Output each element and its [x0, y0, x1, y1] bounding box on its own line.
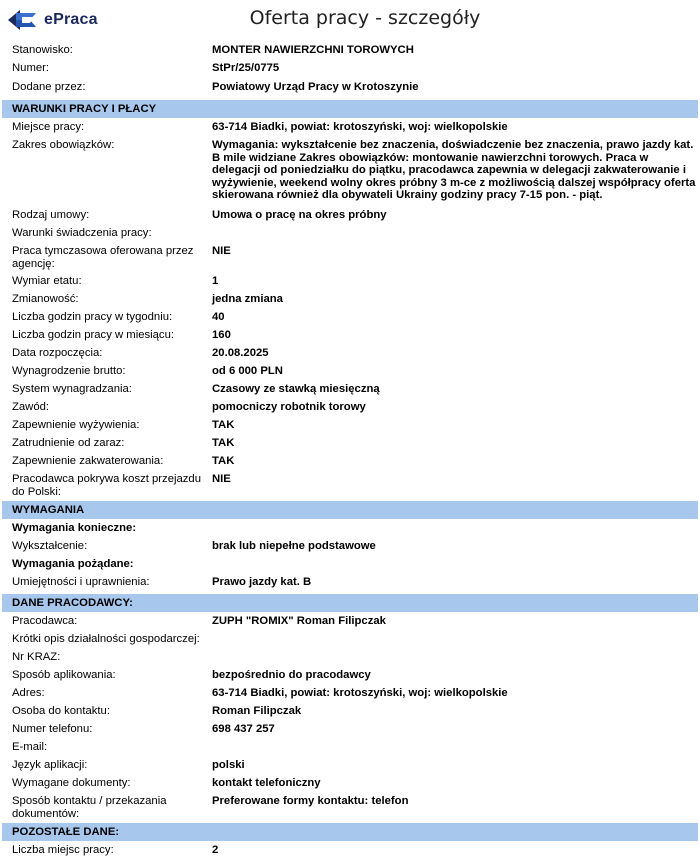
section-header-pracodawca: DANE PRACODAWCY:: [2, 594, 698, 612]
detail-row: [0, 558, 700, 576]
detail-value: Umowa o pracę na okres próbny: [212, 209, 387, 221]
detail-row: [0, 121, 700, 139]
detail-row: [0, 209, 700, 227]
detail-label: Rodzaj umowy:: [12, 209, 90, 221]
detail-row: [0, 473, 700, 501]
detail-label: Wymagane dokumenty:: [12, 777, 131, 789]
section-header-pozostale: POZOSTAŁE DANE:: [2, 823, 698, 841]
detail-label: Liczba godzin pracy w miesiącu:: [12, 329, 174, 341]
detail-row: [0, 777, 700, 795]
detail-value: NIE: [212, 245, 231, 257]
detail-label: Data rozpoczęcia:: [12, 347, 103, 359]
detail-value: kontakt telefoniczny: [212, 777, 321, 789]
detail-row: [0, 419, 700, 437]
detail-value: 63-714 Biadki, powiat: krotoszyński, woj: wielkopolskie: [212, 121, 508, 133]
detail-label: Warunki świadczenia pracy:: [12, 227, 152, 239]
detail-label: Numer:: [12, 62, 50, 74]
detail-value: pomocniczy robotnik torowy: [212, 401, 366, 413]
detail-value: 40: [212, 311, 225, 323]
detail-subheading: Wymagania pożądane:: [12, 558, 134, 570]
detail-row: [0, 293, 700, 311]
detail-row: [0, 329, 700, 347]
detail-label: Język aplikacji:: [12, 759, 88, 771]
detail-label: Zapewnienie zakwaterowania:: [12, 455, 164, 467]
detail-row: [0, 347, 700, 365]
detail-label: Osoba do kontaktu:: [12, 705, 110, 717]
detail-value: Roman Filipczak: [212, 705, 302, 717]
detail-row: [0, 522, 700, 540]
detail-value: ZUPH "ROMIX" Roman Filipczak: [212, 615, 386, 627]
detail-value: MONTER NAWIERZCHNI TOROWYCH: [212, 44, 414, 56]
detail-row-dodane-przez: [0, 81, 700, 99]
detail-row: [0, 844, 700, 862]
detail-row: [0, 275, 700, 293]
detail-label: E-mail:: [12, 741, 48, 753]
detail-value: Prawo jazdy kat. B: [212, 576, 312, 588]
detail-row: [0, 705, 700, 723]
detail-label: Sposób kontaktu / przekazania dokumentów:: [12, 795, 167, 820]
detail-label: Numer telefonu:: [12, 723, 93, 735]
detail-row: [0, 615, 700, 633]
detail-row: [0, 723, 700, 741]
detail-value: jedna zmiana: [212, 293, 283, 305]
detail-label: Adres:: [12, 687, 45, 699]
detail-row: [0, 759, 700, 777]
detail-label: Praca tymczasowa oferowana przez agencję:: [12, 245, 194, 270]
section-header-wymagania: WYMAGANIA: [2, 501, 698, 519]
detail-value: 63-714 Biadki, powiat: krotoszyński, woj: wielkopolskie: [212, 687, 508, 699]
detail-label: System wynagradzania:: [12, 383, 132, 395]
detail-row: [0, 576, 700, 594]
detail-row: [0, 455, 700, 473]
detail-value: NIE: [212, 473, 231, 485]
detail-label: Stanowisko:: [12, 44, 73, 56]
detail-row: [0, 437, 700, 455]
detail-value: polski: [212, 759, 245, 771]
detail-value: TAK: [212, 455, 235, 467]
detail-value: Powiatowy Urząd Pracy w Krotoszynie: [212, 81, 419, 93]
detail-value: 2: [212, 844, 219, 856]
detail-value: od 6 000 PLN: [212, 365, 283, 377]
phone-number[interactable]: 698 437 257: [212, 723, 275, 735]
detail-row-numer: [0, 62, 700, 81]
detail-label: Miejsce pracy:: [12, 121, 85, 133]
logo-text: ePraca: [44, 11, 98, 28]
detail-row: [0, 139, 700, 209]
detail-label: Zmianowość:: [12, 293, 79, 305]
detail-subheading: Wymagania konieczne:: [12, 522, 137, 534]
detail-label: Wykształcenie:: [12, 540, 88, 552]
detail-label: Liczba godzin pracy w tygodniu:: [12, 311, 173, 323]
detail-row: [0, 245, 700, 275]
detail-row: [0, 365, 700, 383]
detail-value: 1: [212, 275, 219, 287]
detail-label: Nr KRAZ:: [12, 651, 61, 663]
detail-label: Pracodawca pokrywa koszt przejazdu do Polski:: [12, 473, 201, 498]
detail-label: Wynagrodzenie brutto:: [12, 365, 126, 377]
detail-label: Zatrudnienie od zaraz:: [12, 437, 125, 449]
detail-label: Wymiar etatu:: [12, 275, 82, 287]
detail-row-stanowisko: [0, 44, 700, 62]
detail-label: Umiejętności i uprawnienia:: [12, 576, 150, 588]
detail-value: Preferowane formy kontaktu: telefon: [212, 795, 409, 807]
detail-label: Pracodawca:: [12, 615, 78, 627]
detail-value: 160: [212, 329, 231, 341]
detail-value: Wymagania: wykształcenie bez znaczenia, doświadczenie bez znaczenia, prawo jazdy kat. B mile widziane Zakres obowiązków: montowanie nawierzchni torowych. Praca w delegacji od poniedziałku do piątku, pracodawca zapewnia w delegacji zakwaterowanie i wyżywienie, weekend wolny okres próbny 3 m-ce z możliwością dalszej współpracy oferta skierowana również dla obywateli Ukrainy godziny pracy 7-15 pon. - piąt.: [212, 139, 696, 201]
detail-row: [0, 651, 700, 669]
detail-row: [0, 741, 700, 759]
detail-label: Sposób aplikowania:: [12, 669, 116, 681]
offer-details: [0, 44, 700, 862]
detail-row: [0, 311, 700, 329]
detail-label: Zakres obowiązków:: [12, 139, 115, 151]
detail-row: [0, 540, 700, 558]
detail-value: bezpośrednio do pracodawcy: [212, 669, 371, 681]
detail-row: [0, 227, 700, 245]
detail-value: StPr/25/0775: [212, 62, 280, 74]
detail-row: [0, 383, 700, 401]
detail-row: [0, 401, 700, 419]
detail-label: Zawód:: [12, 401, 50, 413]
section-header-warunki: WARUNKI PRACY I PŁACY: [2, 100, 698, 118]
detail-label: Krótki opis działalności gospodarczej:: [12, 633, 200, 645]
detail-value: brak lub niepełne podstawowe: [212, 540, 376, 552]
page-title: Oferta pracy - szczegóły: [249, 7, 481, 29]
detail-row: [0, 795, 700, 823]
detail-row: [0, 669, 700, 687]
detail-value: Czasowy ze stawką miesięczną: [212, 383, 380, 395]
detail-label: Dodane przez:: [12, 81, 86, 93]
detail-row: [0, 687, 700, 705]
detail-row: [0, 633, 700, 651]
detail-label: Liczba miejsc pracy:: [12, 844, 114, 856]
detail-label: Zapewnienie wyżywienia:: [12, 419, 140, 431]
detail-value: TAK: [212, 419, 235, 431]
detail-value: 20.08.2025: [212, 347, 269, 359]
detail-value: TAK: [212, 437, 235, 449]
